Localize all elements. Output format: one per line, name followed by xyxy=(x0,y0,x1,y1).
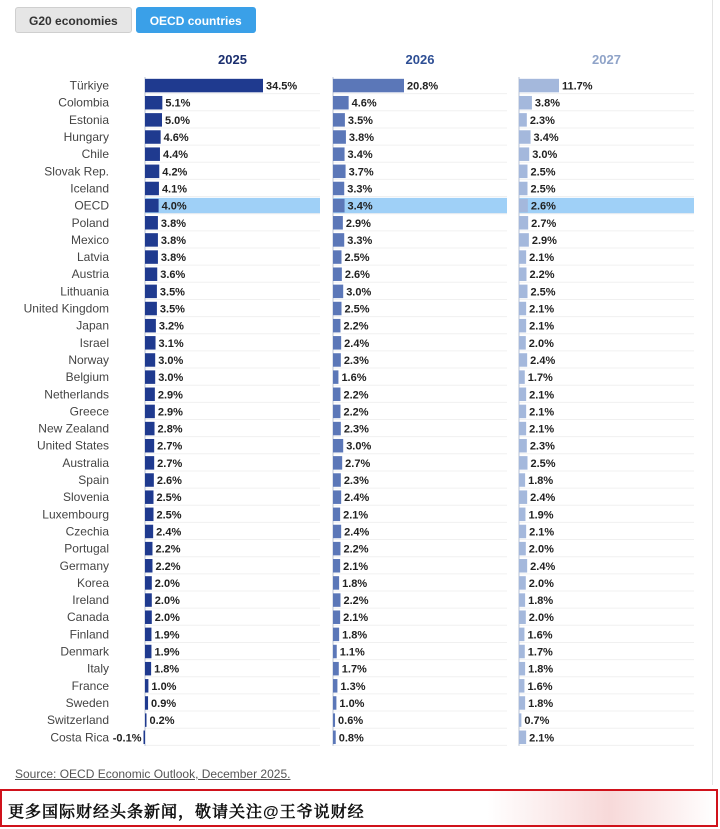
bar-2027 xyxy=(519,353,527,367)
footer-banner xyxy=(0,789,718,827)
bar-2026 xyxy=(333,662,339,676)
value-label: 2.2% xyxy=(155,560,181,573)
bar-2027 xyxy=(519,456,528,470)
bar-2026 xyxy=(333,199,345,213)
value-label: 2.5% xyxy=(344,303,370,316)
category-label: Estonia xyxy=(68,112,109,127)
value-label: 2.9% xyxy=(157,389,183,402)
value-label: 4.1% xyxy=(161,183,188,196)
category-label: Colombia xyxy=(58,95,109,110)
category-label: Italy xyxy=(86,661,109,676)
bar-2025 xyxy=(145,250,158,264)
value-label: 2.7% xyxy=(157,457,183,470)
value-label: 2.1% xyxy=(529,320,555,333)
bar-2025 xyxy=(145,422,155,436)
bar-2027 xyxy=(519,79,559,93)
value-label: 1.7% xyxy=(527,372,553,385)
value-label: 2.5% xyxy=(530,183,556,196)
category-label: Netherlands xyxy=(44,387,109,402)
category-label: Belgium xyxy=(65,370,109,385)
bar-2025 xyxy=(145,645,151,659)
value-label: -0.1% xyxy=(112,732,142,745)
category-label: France xyxy=(71,678,109,693)
value-label: 2.5% xyxy=(530,166,556,179)
panel-border xyxy=(712,0,713,785)
category-label: Sweden xyxy=(65,695,109,710)
value-label: 2.1% xyxy=(343,612,369,625)
bar-2025 xyxy=(145,559,152,573)
category-label: Hungary xyxy=(63,130,109,145)
value-label: 1.7% xyxy=(341,663,367,676)
category-label: Chile xyxy=(81,147,109,162)
bar-2025 xyxy=(145,353,155,367)
bar-2027 xyxy=(519,302,526,316)
category-label: Germany xyxy=(59,558,109,573)
bar-2026 xyxy=(333,130,346,144)
column-header-2025: 2025 xyxy=(218,52,247,67)
bar-2026 xyxy=(333,96,349,110)
value-label: 2.5% xyxy=(530,457,556,470)
bar-2027 xyxy=(519,593,525,607)
value-label: 1.8% xyxy=(528,697,554,710)
bar-2025 xyxy=(145,456,154,470)
bar-2026 xyxy=(333,679,337,693)
bar-2027 xyxy=(519,525,526,539)
value-label: 1.8% xyxy=(154,663,180,676)
bar-2026 xyxy=(333,713,335,727)
value-label: 2.2% xyxy=(155,543,181,556)
value-label: 3.0% xyxy=(532,149,558,162)
bar-2025 xyxy=(145,662,151,676)
value-label: 2.4% xyxy=(344,526,370,539)
bar-2026 xyxy=(333,593,340,607)
value-label: 2.9% xyxy=(531,234,557,247)
value-label: 1.0% xyxy=(339,697,365,710)
bar-2025 xyxy=(145,405,155,419)
column-header-2027: 2027 xyxy=(592,52,621,67)
category-label: Latvia xyxy=(76,250,109,265)
value-label: 34.5% xyxy=(266,80,298,93)
value-label: 3.0% xyxy=(158,372,184,385)
category-label: Greece xyxy=(69,404,109,419)
bar-2025 xyxy=(145,388,155,402)
bar-2027 xyxy=(519,216,528,230)
category-label: Slovenia xyxy=(62,490,109,505)
value-label: 3.7% xyxy=(348,166,374,179)
value-label: 3.0% xyxy=(346,286,372,299)
bar-2026 xyxy=(333,542,340,556)
bar-2026 xyxy=(333,79,404,93)
value-label: 3.8% xyxy=(348,132,374,145)
bar-2026 xyxy=(333,388,340,402)
category-label: Spain xyxy=(78,473,109,488)
value-label: 2.3% xyxy=(343,423,369,436)
bar-2026 xyxy=(333,731,336,745)
bar-2025 xyxy=(145,473,154,487)
value-label: 1.6% xyxy=(527,680,553,693)
value-label: 2.0% xyxy=(154,595,180,608)
value-label: 2.4% xyxy=(156,526,182,539)
category-label: Denmark xyxy=(60,644,109,659)
bar-2025 xyxy=(145,216,158,230)
category-label: OECD xyxy=(74,198,109,213)
value-label: 1.9% xyxy=(154,646,180,659)
value-label: 2.0% xyxy=(528,543,554,556)
bar-2026 xyxy=(333,422,341,436)
value-label: 0.7% xyxy=(524,715,550,728)
value-label: 1.8% xyxy=(342,577,368,590)
category-label: Korea xyxy=(76,575,109,590)
value-label: 2.4% xyxy=(530,560,556,573)
bar-2025 xyxy=(145,79,263,93)
value-label: 1.6% xyxy=(527,629,553,642)
value-label: 2.0% xyxy=(528,612,554,625)
value-label: 4.6% xyxy=(163,132,189,145)
value-label: 1.6% xyxy=(341,372,367,385)
value-label: 1.3% xyxy=(340,680,366,693)
bar-2027 xyxy=(519,576,526,590)
bar-2026 xyxy=(333,250,342,264)
value-label: 3.3% xyxy=(347,234,373,247)
value-label: 3.8% xyxy=(160,252,186,265)
value-label: 3.4% xyxy=(347,200,373,213)
value-label: 2.2% xyxy=(343,320,369,333)
bar-2027 xyxy=(519,267,526,281)
bar-2027 xyxy=(519,165,528,179)
value-label: 3.1% xyxy=(158,337,184,350)
value-label: 1.8% xyxy=(528,663,554,676)
column-header-2026: 2026 xyxy=(405,52,435,67)
value-label: 2.1% xyxy=(529,252,555,265)
value-label: 3.3% xyxy=(347,183,373,196)
value-label: 20.8% xyxy=(407,80,439,93)
value-label: 0.2% xyxy=(149,715,175,728)
bar-2027 xyxy=(519,439,527,453)
category-label: Iceland xyxy=(70,181,109,196)
bar-2026 xyxy=(333,456,342,470)
category-label: Türkiye xyxy=(69,78,109,93)
bar-2026 xyxy=(333,267,342,281)
bar-2027 xyxy=(519,319,526,333)
value-label: 2.9% xyxy=(345,217,371,230)
bar-2027 xyxy=(519,96,532,110)
bar-2027 xyxy=(519,662,525,676)
value-label: 2.0% xyxy=(154,612,180,625)
bar-2025 xyxy=(145,713,147,727)
bar-2025 xyxy=(145,182,159,196)
value-label: 2.1% xyxy=(529,389,555,402)
category-label: New Zealand xyxy=(38,421,109,436)
value-label: 2.1% xyxy=(343,560,369,573)
value-label: 2.4% xyxy=(530,492,556,505)
source-link[interactable]: Source: OECD Economic Outlook, December 2025. xyxy=(15,767,291,781)
category-label: Lithuania xyxy=(60,284,109,299)
bar-2027 xyxy=(519,285,528,299)
value-label: 1.8% xyxy=(528,595,554,608)
value-label: 5.1% xyxy=(165,97,191,110)
bar-2025 xyxy=(145,96,162,110)
bar-2026 xyxy=(333,113,345,127)
bar-2027 xyxy=(519,645,525,659)
bar-2027 xyxy=(519,422,526,436)
bar-2026 xyxy=(333,370,338,384)
bar-2027 xyxy=(519,199,528,213)
value-label: 3.5% xyxy=(159,303,185,316)
value-label: 2.8% xyxy=(157,423,183,436)
value-label: 11.7% xyxy=(562,80,593,93)
bar-2025 xyxy=(145,525,153,539)
bar-2025 xyxy=(145,490,154,504)
value-label: 2.1% xyxy=(343,509,369,522)
bar-2027 xyxy=(519,473,525,487)
bar-2027 xyxy=(519,405,526,419)
bar-2026 xyxy=(333,319,340,333)
value-label: 2.4% xyxy=(530,354,556,367)
bar-2025 xyxy=(145,593,152,607)
category-label: Austria xyxy=(71,267,109,282)
bar-2027 xyxy=(519,250,526,264)
bar-2027 xyxy=(519,628,524,642)
category-label: Finland xyxy=(69,627,109,642)
category-label: Poland xyxy=(71,215,109,230)
bar-2026 xyxy=(333,610,340,624)
value-label: 5.0% xyxy=(165,114,191,127)
value-label: 2.6% xyxy=(344,269,370,282)
bar-2027 xyxy=(519,542,526,556)
value-label: 4.0% xyxy=(161,200,187,213)
category-label: Czechia xyxy=(65,524,109,539)
category-label: Japan xyxy=(76,318,109,333)
bar-2027 xyxy=(519,559,527,573)
value-label: 1.1% xyxy=(339,646,365,659)
value-label: 2.2% xyxy=(529,269,555,282)
bar-2025 xyxy=(145,233,158,247)
value-label: 2.1% xyxy=(529,732,555,745)
value-label: 3.8% xyxy=(160,217,186,230)
value-label: 0.8% xyxy=(338,732,364,745)
value-label: 1.7% xyxy=(527,646,553,659)
value-label: 2.2% xyxy=(343,406,369,419)
bar-2025 xyxy=(145,610,152,624)
bar-2027 xyxy=(519,696,525,710)
category-label: United States xyxy=(36,438,109,453)
category-label: Israel xyxy=(79,335,109,350)
bar-2026 xyxy=(333,576,339,590)
bar-2027 xyxy=(519,713,521,727)
value-label: 2.6% xyxy=(156,475,182,488)
bar-2026 xyxy=(333,525,341,539)
bar-2027 xyxy=(519,508,525,522)
category-label: Slovak Rep. xyxy=(44,164,109,179)
value-label: 4.6% xyxy=(351,97,377,110)
value-label: 2.9% xyxy=(157,406,183,419)
bar-2026 xyxy=(333,405,340,419)
bar-2026 xyxy=(333,628,339,642)
bar-2025 xyxy=(145,147,160,161)
category-label: Canada xyxy=(66,610,109,625)
bar-2026 xyxy=(333,182,344,196)
value-label: 2.1% xyxy=(529,526,555,539)
bar-2025 xyxy=(145,302,157,316)
value-label: 2.0% xyxy=(528,337,554,350)
bar-2027 xyxy=(519,336,526,350)
bar-2026 xyxy=(333,147,345,161)
value-label: 3.2% xyxy=(158,320,184,333)
value-label: 2.3% xyxy=(343,475,369,488)
tab-g20-economies[interactable]: G20 economies xyxy=(15,7,132,33)
category-label: Mexico xyxy=(70,232,109,247)
bar-2025 xyxy=(145,679,148,693)
bar-2025 xyxy=(145,165,159,179)
value-label: 3.8% xyxy=(534,97,560,110)
bar-2025 xyxy=(145,285,157,299)
value-label: 2.5% xyxy=(344,252,370,265)
category-label: Portugal xyxy=(64,541,109,556)
category-label: Norway xyxy=(68,352,109,367)
bar-2026 xyxy=(333,216,343,230)
tab-oecd-countries[interactable]: OECD countries xyxy=(136,7,256,33)
value-label: 0.9% xyxy=(151,697,177,710)
bar-2025 xyxy=(145,696,148,710)
value-label: 2.1% xyxy=(529,423,555,436)
bar-2026 xyxy=(333,473,341,487)
bar-2025 xyxy=(145,508,154,522)
value-label: 2.2% xyxy=(343,389,369,402)
bar-2026 xyxy=(333,233,344,247)
bar-2027 xyxy=(519,130,531,144)
bar-2027 xyxy=(519,679,524,693)
bar-2025 xyxy=(145,628,151,642)
value-label: 2.5% xyxy=(530,286,556,299)
value-label: 1.8% xyxy=(528,475,554,488)
value-label: 3.5% xyxy=(347,114,373,127)
bar-2026 xyxy=(333,353,341,367)
value-label: 3.0% xyxy=(158,354,184,367)
bar-2026 xyxy=(333,490,341,504)
category-label: Ireland xyxy=(72,593,109,608)
value-label: 2.6% xyxy=(530,200,556,213)
value-label: 1.8% xyxy=(342,629,368,642)
value-label: 2.5% xyxy=(156,492,182,505)
bar-2025 xyxy=(145,336,156,350)
value-label: 3.6% xyxy=(160,269,186,282)
category-label: Costa Rica xyxy=(50,730,109,745)
bar-2026 xyxy=(333,439,343,453)
value-label: 2.1% xyxy=(529,406,555,419)
bar-2025 xyxy=(145,439,154,453)
bar-2025 xyxy=(145,199,159,213)
bar-2026 xyxy=(333,645,337,659)
value-label: 2.7% xyxy=(345,457,371,470)
bar-2026 xyxy=(333,336,341,350)
value-label: 0.6% xyxy=(338,715,364,728)
value-label: 3.8% xyxy=(160,234,186,247)
bar-2025 xyxy=(145,130,161,144)
value-label: 2.0% xyxy=(528,577,554,590)
value-label: 2.0% xyxy=(154,577,180,590)
bar-2025 xyxy=(145,542,152,556)
category-label: Luxembourg xyxy=(42,507,109,522)
bar-2025 xyxy=(145,113,162,127)
bar-2026 xyxy=(333,508,340,522)
bar-2027 xyxy=(519,147,529,161)
footer-text: 更多国际财经头条新闻，敬请关注@王爷说财经 xyxy=(8,804,365,821)
value-label: 2.7% xyxy=(531,217,557,230)
value-label: 2.1% xyxy=(529,303,555,316)
value-label: 2.3% xyxy=(529,114,555,127)
bar-2025 xyxy=(145,267,157,281)
bar-2027 xyxy=(519,731,526,745)
value-label: 2.5% xyxy=(156,509,182,522)
bar-2027 xyxy=(519,490,527,504)
bar-2025 xyxy=(144,731,146,745)
value-label: 3.4% xyxy=(347,149,373,162)
bar-2026 xyxy=(333,285,343,299)
bar-2026 xyxy=(333,302,342,316)
bar-2025 xyxy=(145,576,152,590)
value-label: 3.4% xyxy=(533,132,559,145)
bar-2027 xyxy=(519,388,526,402)
bar-2026 xyxy=(333,165,346,179)
category-label: United Kingdom xyxy=(23,301,109,316)
value-label: 1.9% xyxy=(528,509,554,522)
category-label: Australia xyxy=(62,455,109,470)
value-label: 2.4% xyxy=(344,337,370,350)
value-label: 3.5% xyxy=(159,286,185,299)
bar-2027 xyxy=(519,370,525,384)
value-label: 4.2% xyxy=(162,166,188,179)
value-label: 2.7% xyxy=(157,440,183,453)
bar-2026 xyxy=(333,696,336,710)
bar-2027 xyxy=(519,610,526,624)
bar-2026 xyxy=(333,559,340,573)
bar-2027 xyxy=(519,233,529,247)
value-label: 1.0% xyxy=(151,680,177,693)
value-label: 2.3% xyxy=(343,354,369,367)
bar-2025 xyxy=(145,319,156,333)
value-label: 4.4% xyxy=(162,149,189,162)
category-label: Switzerland xyxy=(46,713,109,728)
value-label: 2.3% xyxy=(529,440,555,453)
value-label: 2.2% xyxy=(343,595,369,608)
bar-2027 xyxy=(519,113,527,127)
bar-2025 xyxy=(145,370,155,384)
value-label: 1.9% xyxy=(154,629,180,642)
value-label: 2.4% xyxy=(344,492,370,505)
value-label: 2.2% xyxy=(343,543,369,556)
bar-2027 xyxy=(519,182,528,196)
value-label: 3.0% xyxy=(346,440,372,453)
